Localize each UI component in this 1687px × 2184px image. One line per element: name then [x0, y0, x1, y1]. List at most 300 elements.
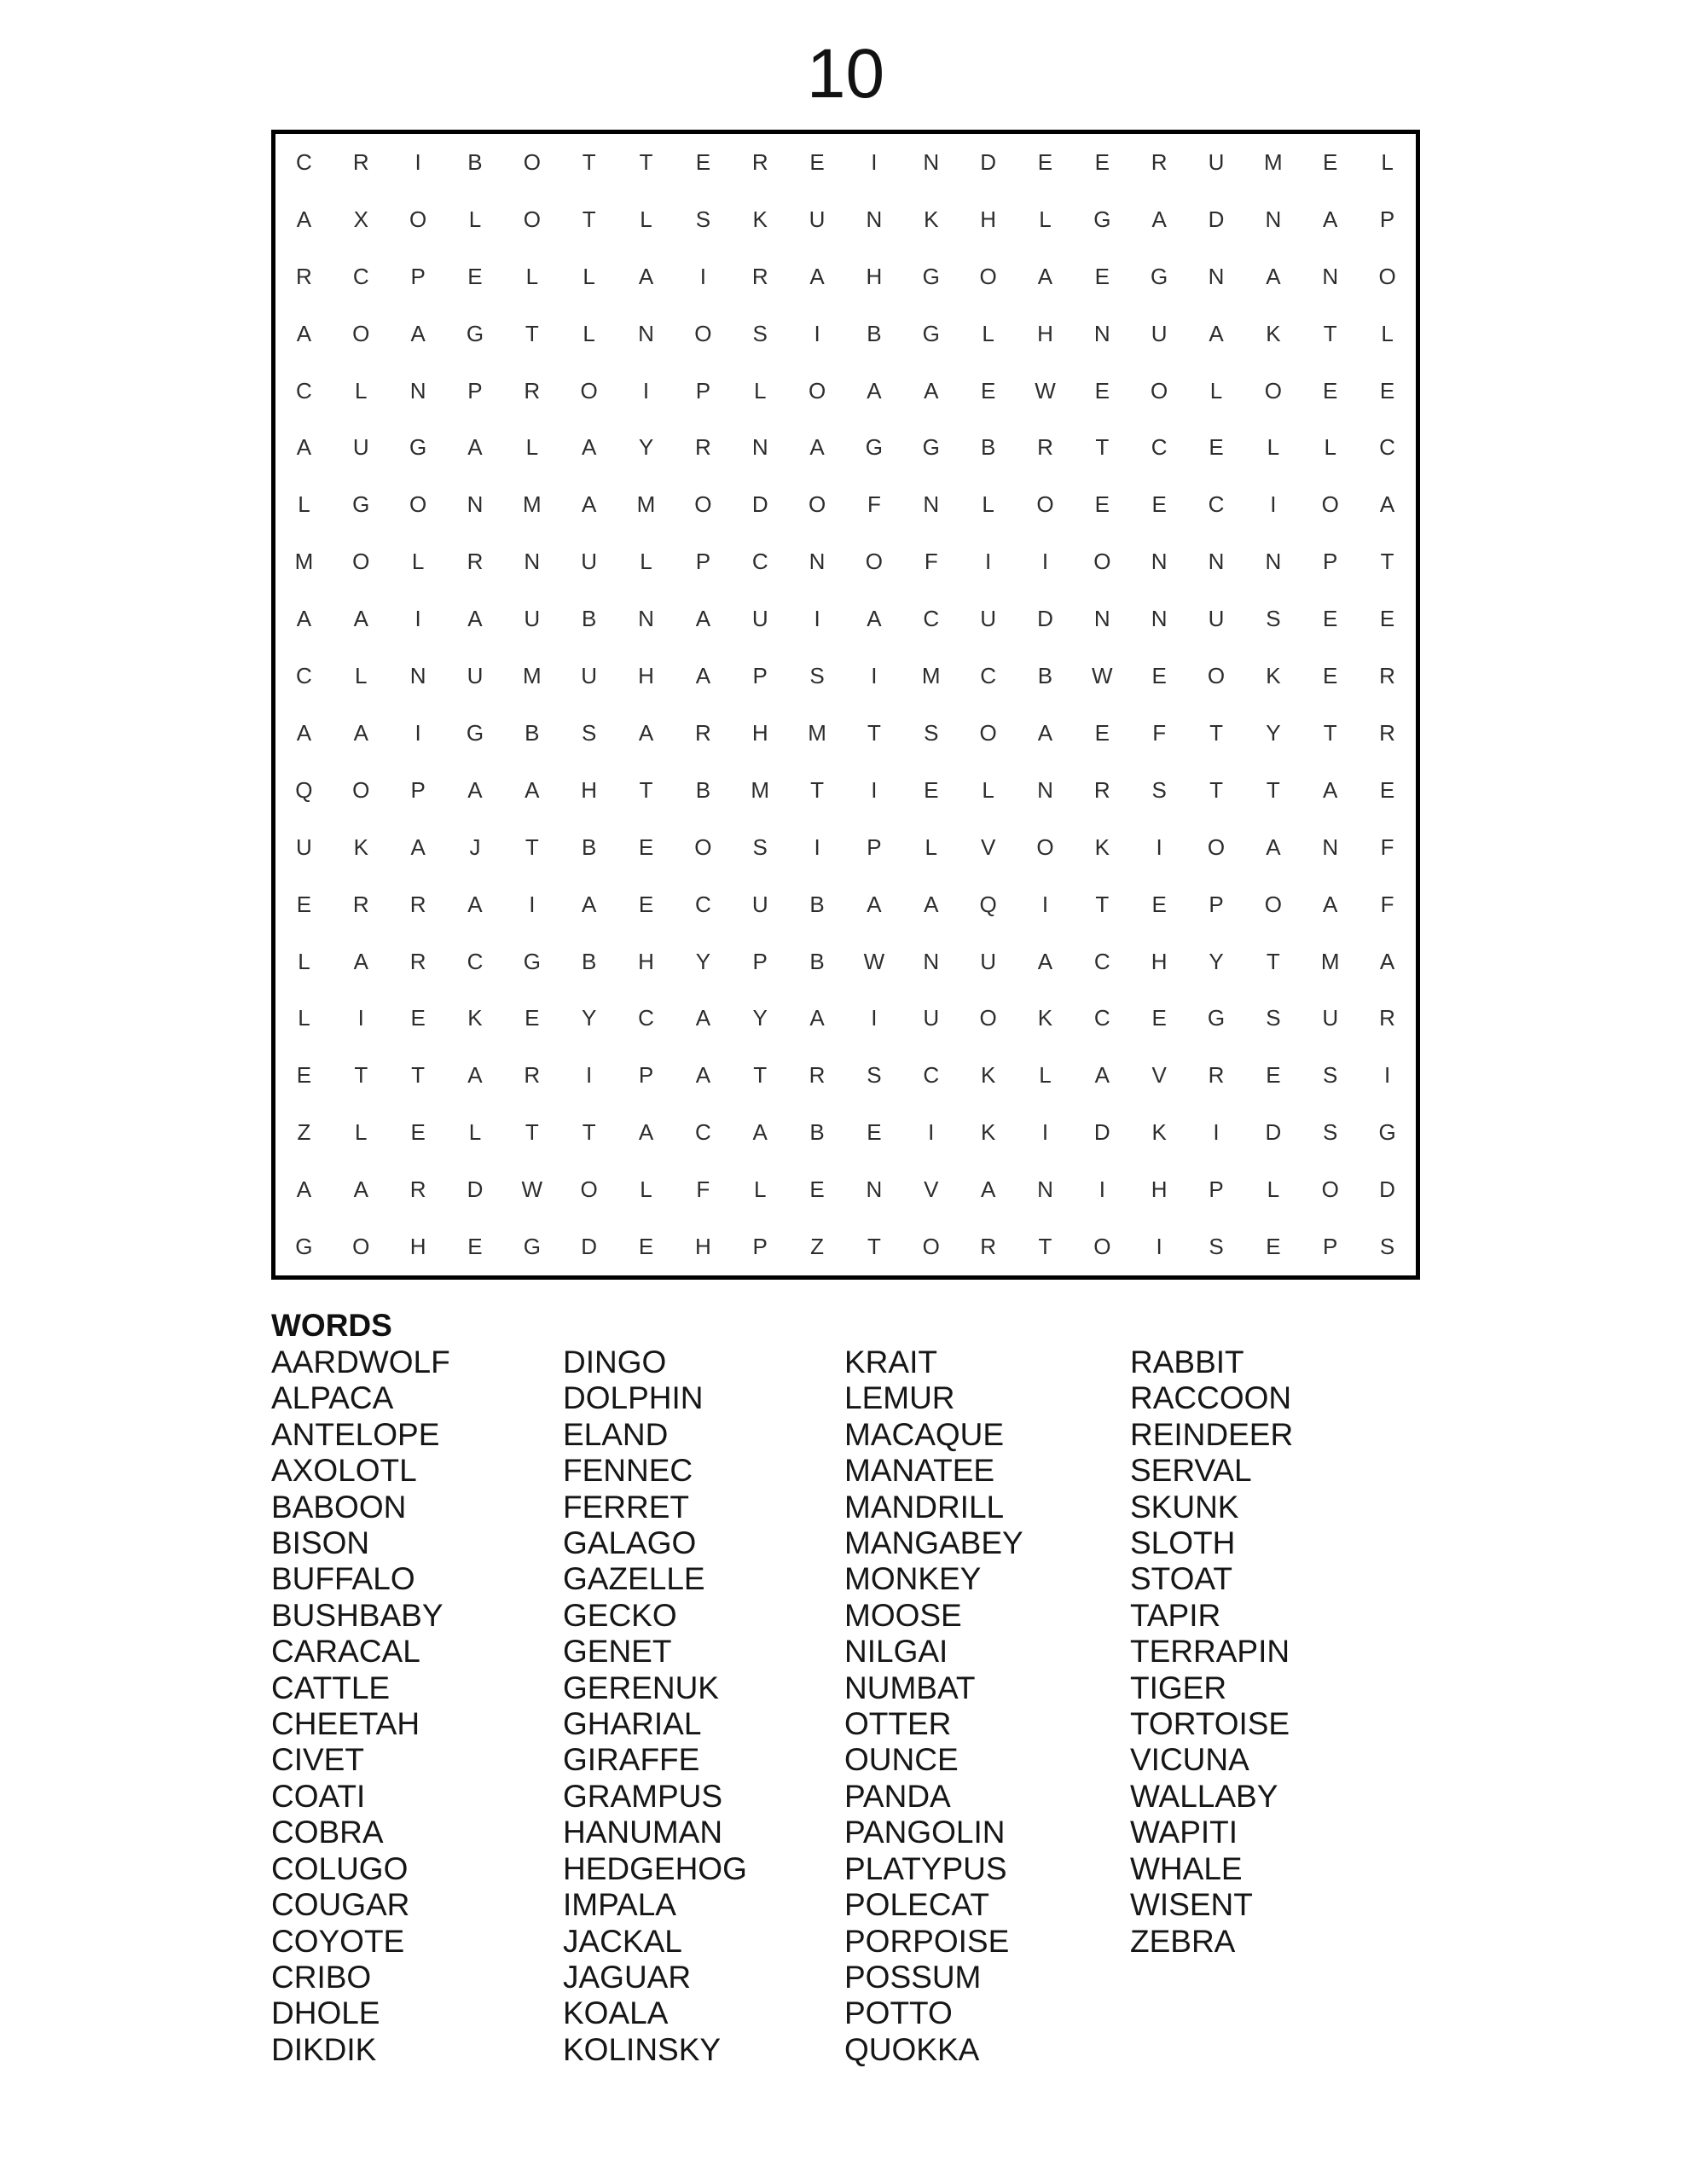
- grid-cell: G: [352, 491, 370, 518]
- grid-cell: A: [1323, 891, 1338, 917]
- grid-cell: D: [980, 148, 996, 175]
- grid-cell: R: [524, 377, 541, 404]
- grid-cell: N: [809, 549, 826, 575]
- grid-cell: B: [467, 148, 483, 175]
- grid-cell: L: [355, 663, 368, 689]
- grid-cell: L: [468, 206, 482, 232]
- grid-cell: O: [352, 1234, 370, 1260]
- grid-cell: T: [1038, 1234, 1052, 1260]
- grid-cell: K: [752, 206, 768, 232]
- grid-cell: B: [581, 948, 597, 974]
- grid-cell: I: [871, 148, 878, 175]
- grid-cell: I: [1270, 491, 1277, 518]
- grid-cell: A: [467, 606, 483, 632]
- word-item: CIVET: [271, 1742, 364, 1778]
- grid-cell: G: [523, 1234, 541, 1260]
- grid-cell: A: [695, 1005, 711, 1031]
- word-item: MANGABEY: [844, 1525, 1023, 1561]
- grid-cell: G: [865, 434, 884, 461]
- grid-cell: G: [523, 948, 541, 974]
- grid-cell: R: [980, 1234, 996, 1260]
- grid-cell: T: [639, 776, 653, 803]
- grid-cell: C: [751, 549, 768, 575]
- grid-cell: P: [752, 663, 768, 689]
- grid-cell: H: [581, 776, 598, 803]
- grid-cell: I: [1156, 1234, 1162, 1260]
- grid-cell: K: [353, 834, 368, 860]
- grid-cell: L: [525, 263, 539, 289]
- grid-cell: O: [1207, 834, 1226, 860]
- word-item: POSSUM: [844, 1959, 982, 1995]
- grid-cell: A: [867, 891, 882, 917]
- grid-cell: U: [467, 663, 484, 689]
- grid-cell: A: [296, 434, 312, 461]
- grid-cell: B: [581, 606, 597, 632]
- grid-cell: N: [923, 948, 940, 974]
- grid-cell: A: [467, 1062, 483, 1089]
- grid-cell: K: [924, 206, 939, 232]
- word-item: ANTELOPE: [271, 1416, 440, 1452]
- grid-cell: M: [1320, 948, 1340, 974]
- grid-cell: E: [467, 1234, 483, 1260]
- grid-cell: H: [1037, 320, 1053, 346]
- grid-cell: S: [695, 206, 711, 232]
- word-item: SERVAL: [1130, 1453, 1252, 1489]
- grid-cell: S: [1379, 1234, 1395, 1260]
- grid-cell: I: [586, 1062, 593, 1089]
- grid-cell: W: [863, 948, 885, 974]
- grid-cell: C: [1093, 948, 1110, 974]
- grid-cell: B: [695, 776, 711, 803]
- grid-cell: T: [867, 1234, 881, 1260]
- word-item: GRAMPUS: [563, 1778, 723, 1814]
- grid-cell: N: [409, 663, 426, 689]
- word-item: ALPACA: [271, 1380, 394, 1416]
- grid-cell: E: [1094, 719, 1110, 746]
- grid-cell: T: [867, 719, 881, 746]
- word-item: OTTER: [844, 1706, 952, 1742]
- grid-cell: T: [1323, 320, 1337, 346]
- grid-cell: S: [1323, 1119, 1338, 1146]
- grid-cell: N: [923, 491, 940, 518]
- grid-cell: L: [583, 320, 595, 346]
- grid-cell: M: [808, 719, 826, 746]
- grid-cell: G: [295, 1234, 313, 1260]
- grid-cell: R: [1379, 663, 1395, 689]
- word-item: DIKDIK: [271, 2031, 377, 2067]
- grid-cell: A: [638, 719, 654, 746]
- grid-cell: O: [1036, 834, 1054, 860]
- grid-cell: A: [809, 263, 825, 289]
- grid-cell: S: [924, 719, 939, 746]
- grid-cell: I: [871, 776, 878, 803]
- grid-cell: I: [814, 320, 820, 346]
- grid-cell: E: [410, 1005, 426, 1031]
- grid-cell: O: [1036, 491, 1054, 518]
- word-list-column: [271, 1345, 563, 2068]
- grid-cell: M: [751, 776, 770, 803]
- grid-cell: E: [1379, 377, 1395, 404]
- grid-cell: P: [1209, 891, 1224, 917]
- grid-cell: I: [1041, 891, 1049, 917]
- grid-cell: I: [415, 148, 421, 175]
- grid-cell: I: [415, 606, 421, 632]
- grid-cell: E: [1266, 1234, 1281, 1260]
- grid-cell: C: [296, 148, 312, 175]
- word-list-column: [1130, 1345, 1403, 1960]
- grid-cell: G: [1151, 263, 1168, 289]
- grid-cell: K: [1266, 320, 1281, 346]
- grid-cell: A: [867, 606, 882, 632]
- word-item: CATTLE: [271, 1670, 391, 1705]
- word-item: BUFFALO: [271, 1561, 415, 1597]
- grid-cell: A: [296, 1176, 312, 1203]
- word-item: GENET: [563, 1634, 672, 1670]
- grid-cell: U: [581, 549, 598, 575]
- word-item: WAPITI: [1130, 1815, 1238, 1850]
- grid-cell: I: [1213, 1119, 1220, 1146]
- grid-cell: N: [866, 206, 883, 232]
- word-item: MACAQUE: [844, 1416, 1005, 1452]
- grid-cell: L: [1267, 434, 1280, 461]
- grid-cell: A: [467, 891, 483, 917]
- word-item: RACCOON: [1130, 1380, 1292, 1416]
- grid-cell: N: [638, 606, 654, 632]
- grid-cell: R: [409, 891, 426, 917]
- word-item: COLUGO: [271, 1850, 409, 1886]
- grid-cell: N: [751, 434, 768, 461]
- word-item: PANGOLIN: [844, 1815, 1006, 1850]
- grid-cell: Y: [1209, 948, 1224, 974]
- grid-cell: A: [980, 1176, 996, 1203]
- grid-cell: K: [980, 1119, 996, 1146]
- grid-cell: O: [694, 491, 712, 518]
- grid-cell: G: [922, 434, 940, 461]
- word-item: HANUMAN: [563, 1815, 723, 1850]
- grid-cell: C: [467, 948, 484, 974]
- grid-cell: H: [638, 948, 654, 974]
- grid-cell: E: [467, 263, 483, 289]
- grid-cell: A: [867, 377, 882, 404]
- grid-cell: E: [1266, 1062, 1281, 1089]
- grid-cell: O: [808, 491, 826, 518]
- grid-cell: U: [980, 606, 996, 632]
- grid-cell: Z: [810, 1234, 824, 1260]
- grid-cell: S: [1151, 776, 1167, 803]
- grid-cell: P: [752, 948, 768, 974]
- grid-cell: P: [410, 263, 426, 289]
- word-item: PLATYPUS: [844, 1850, 1007, 1886]
- grid-cell: K: [467, 1005, 483, 1031]
- grid-cell: P: [1379, 206, 1395, 232]
- grid-cell: A: [752, 1119, 768, 1146]
- grid-cell: M: [294, 549, 314, 575]
- grid-cell: C: [694, 1119, 711, 1146]
- word-item: CARACAL: [271, 1634, 420, 1670]
- word-item: CRIBO: [271, 1959, 372, 1995]
- grid-cell: T: [1095, 434, 1110, 461]
- grid-cell: O: [1151, 377, 1168, 404]
- grid-cell: E: [1151, 891, 1167, 917]
- word-item: BISON: [271, 1525, 370, 1561]
- grid-cell: M: [921, 663, 941, 689]
- grid-cell: R: [409, 948, 426, 974]
- word-list-heading: WORDS: [271, 1308, 392, 1343]
- grid-cell: A: [581, 491, 597, 518]
- grid-cell: F: [696, 1176, 710, 1203]
- grid-cell: L: [1209, 377, 1223, 404]
- grid-cell: S: [1323, 1062, 1338, 1089]
- grid-cell: G: [922, 320, 940, 346]
- grid-cell: C: [923, 606, 940, 632]
- grid-cell: B: [867, 320, 882, 346]
- word-item: DOLPHIN: [563, 1380, 704, 1416]
- grid-cell: T: [1095, 891, 1110, 917]
- word-item: TAPIR: [1130, 1597, 1221, 1633]
- grid-cell: D: [751, 491, 768, 518]
- grid-cell: E: [1209, 434, 1224, 461]
- word-list-columns: [271, 1345, 1516, 2068]
- grid-cell: R: [296, 263, 312, 289]
- grid-cell: R: [1208, 1062, 1225, 1089]
- grid-cell: U: [1151, 320, 1168, 346]
- grid-cell: H: [409, 1234, 426, 1260]
- grid-cell: H: [1151, 948, 1168, 974]
- grid-cell: A: [1379, 948, 1395, 974]
- word-item: ELAND: [563, 1416, 669, 1452]
- grid-cell: I: [1156, 834, 1162, 860]
- grid-cell: O: [580, 377, 598, 404]
- grid-cell: L: [1039, 206, 1052, 232]
- grid-cell: E: [1323, 663, 1338, 689]
- grid-cell: I: [415, 719, 421, 746]
- grid-cell: C: [296, 377, 312, 404]
- grid-cell: A: [525, 776, 540, 803]
- grid-cell: D: [1037, 606, 1053, 632]
- grid-cell: O: [352, 549, 370, 575]
- grid-cell: R: [751, 148, 768, 175]
- grid-cell: M: [522, 663, 542, 689]
- grid-cell: L: [982, 491, 994, 518]
- word-item: COATI: [271, 1778, 366, 1814]
- grid-cell: L: [982, 776, 994, 803]
- grid-cell: A: [1266, 263, 1281, 289]
- grid-cell: U: [581, 663, 598, 689]
- grid-cell: I: [1383, 1062, 1391, 1089]
- grid-cell: P: [1209, 1176, 1224, 1203]
- grid-cell: E: [1151, 1005, 1167, 1031]
- grid-cell: E: [809, 1176, 825, 1203]
- grid-cell: O: [1321, 1176, 1339, 1203]
- grid-cell: T: [1266, 948, 1280, 974]
- grid-cell: F: [924, 549, 938, 575]
- grid-cell: N: [1151, 606, 1168, 632]
- word-item: CHEETAH: [271, 1706, 420, 1742]
- grid-cell: A: [353, 719, 368, 746]
- word-item: OUNCE: [844, 1742, 959, 1778]
- grid-cell: U: [1208, 606, 1225, 632]
- grid-cell: P: [467, 377, 483, 404]
- grid-cell: E: [1323, 148, 1338, 175]
- grid-cell: P: [695, 377, 711, 404]
- grid-cell: R: [352, 148, 369, 175]
- grid-cell: O: [523, 206, 541, 232]
- grid-cell: H: [751, 719, 768, 746]
- word-item: BUSHBABY: [271, 1597, 443, 1633]
- word-list-section: [271, 1307, 1516, 2068]
- grid-cell: T: [582, 1119, 596, 1146]
- grid-cell: O: [352, 320, 370, 346]
- grid-cell: O: [580, 1176, 598, 1203]
- grid-cell: J: [469, 834, 481, 860]
- grid-cell: N: [866, 1176, 883, 1203]
- grid-cell: I: [357, 1005, 364, 1031]
- word-item: NUMBAT: [844, 1670, 976, 1705]
- grid-cell: E: [1323, 606, 1338, 632]
- grid-cell: G: [466, 719, 484, 746]
- grid-cell: O: [979, 263, 997, 289]
- grid-cell: B: [809, 891, 825, 917]
- word-item: POTTO: [844, 1995, 953, 2031]
- grid-cell: S: [752, 320, 768, 346]
- word-item: KOLINSKY: [563, 2031, 722, 2067]
- grid-cell: I: [928, 1119, 935, 1146]
- grid-cell: I: [814, 834, 820, 860]
- grid-cell: R: [809, 1062, 826, 1089]
- word-item: GIRAFFE: [563, 1742, 700, 1778]
- grid-cell: R: [1093, 776, 1110, 803]
- grid-cell: N: [1265, 549, 1282, 575]
- grid-cell: L: [468, 1119, 482, 1146]
- grid-cell: L: [1324, 434, 1336, 461]
- grid-cell: E: [638, 1234, 654, 1260]
- word-item: POLECAT: [844, 1887, 989, 1923]
- grid-cell: Z: [297, 1119, 311, 1146]
- word-item: COYOTE: [271, 1923, 405, 1959]
- grid-cell: L: [583, 263, 595, 289]
- grid-cell: A: [467, 434, 483, 461]
- grid-cell: T: [582, 148, 596, 175]
- grid-cell: V: [1151, 1062, 1167, 1089]
- grid-cell: K: [1094, 834, 1110, 860]
- grid-cell: R: [352, 891, 369, 917]
- word-item: AXOLOTL: [271, 1453, 417, 1489]
- grid-cell: N: [409, 377, 426, 404]
- grid-cell: U: [751, 891, 768, 917]
- word-item: PANDA: [844, 1778, 951, 1814]
- word-item: SLOTH: [1130, 1525, 1236, 1561]
- grid-cell: P: [1323, 549, 1338, 575]
- grid-cell: D: [1265, 1119, 1282, 1146]
- grid-cell: D: [1379, 1176, 1395, 1203]
- grid-cell: T: [411, 1062, 426, 1089]
- grid-cell: A: [296, 719, 312, 746]
- grid-cell: T: [525, 320, 539, 346]
- grid-cell: E: [1379, 606, 1395, 632]
- grid-cell: R: [524, 1062, 541, 1089]
- grid-cell: B: [581, 834, 597, 860]
- grid-cell: I: [1041, 549, 1049, 575]
- grid-cell: A: [695, 663, 711, 689]
- grid-cell: I: [814, 606, 820, 632]
- grid-cell: A: [638, 263, 654, 289]
- grid-cell: E: [410, 1119, 426, 1146]
- grid-cell: T: [525, 1119, 539, 1146]
- grid-cell: B: [809, 1119, 825, 1146]
- grid-cell: O: [922, 1234, 940, 1260]
- grid-cell: T: [1209, 719, 1223, 746]
- grid-cell: Y: [581, 1005, 597, 1031]
- word-item: PORPOISE: [844, 1923, 1010, 1959]
- grid-cell: L: [982, 320, 994, 346]
- grid-cell: C: [352, 263, 369, 289]
- grid-cell: E: [1151, 663, 1167, 689]
- grid-cell: E: [525, 1005, 540, 1031]
- grid-cell: A: [695, 606, 711, 632]
- grid-cell: F: [1380, 891, 1394, 917]
- grid-cell: A: [1037, 719, 1053, 746]
- word-list-column: [844, 1345, 1130, 2068]
- grid-cell: E: [1323, 377, 1338, 404]
- grid-cell: A: [924, 377, 939, 404]
- grid-cell: E: [867, 1119, 882, 1146]
- grid-cell: A: [809, 434, 825, 461]
- grid-cell: N: [1093, 320, 1110, 346]
- grid-cell: L: [411, 549, 425, 575]
- grid-cell: P: [867, 834, 882, 860]
- grid-cell: K: [1151, 1119, 1167, 1146]
- grid-cell: T: [810, 776, 824, 803]
- grid-cell: R: [1151, 148, 1168, 175]
- word-item: KRAIT: [844, 1345, 937, 1380]
- grid-cell: N: [1151, 549, 1168, 575]
- word-item: LEMUR: [844, 1380, 955, 1416]
- grid-cell: N: [1093, 606, 1110, 632]
- grid-cell: G: [922, 263, 940, 289]
- word-item: RABBIT: [1130, 1345, 1244, 1380]
- grid-cell: S: [581, 719, 597, 746]
- word-item: BABOON: [271, 1489, 407, 1525]
- word-item: GHARIAL: [563, 1706, 702, 1742]
- grid-cell: O: [523, 148, 541, 175]
- word-item: SKUNK: [1130, 1489, 1239, 1525]
- grid-cell: I: [529, 891, 536, 917]
- grid-cell: Q: [979, 891, 997, 917]
- grid-cell: E: [980, 377, 996, 404]
- grid-cell: T: [1323, 719, 1337, 746]
- grid-cell: E: [1094, 148, 1110, 175]
- grid-cell: N: [1265, 206, 1282, 232]
- word-item: KOALA: [563, 1995, 669, 2031]
- grid-cell: C: [694, 891, 711, 917]
- grid-cell: T: [354, 1062, 368, 1089]
- grid-cell: H: [1151, 1176, 1168, 1203]
- grid-cell: H: [866, 263, 883, 289]
- grid-cell: M: [522, 491, 542, 518]
- grid-cell: N: [923, 148, 940, 175]
- grid-cell: D: [581, 1234, 598, 1260]
- grid-cell: U: [524, 606, 541, 632]
- word-item: GALAGO: [563, 1525, 697, 1561]
- word-item: TERRAPIN: [1130, 1634, 1290, 1670]
- grid-cell: B: [809, 948, 825, 974]
- word-item: VICUNA: [1130, 1742, 1249, 1778]
- grid-cell: E: [1094, 491, 1110, 518]
- grid-cell: L: [525, 434, 539, 461]
- grid-cell: L: [355, 1119, 368, 1146]
- word-item: JAGUAR: [563, 1959, 692, 1995]
- grid-cell: O: [808, 377, 826, 404]
